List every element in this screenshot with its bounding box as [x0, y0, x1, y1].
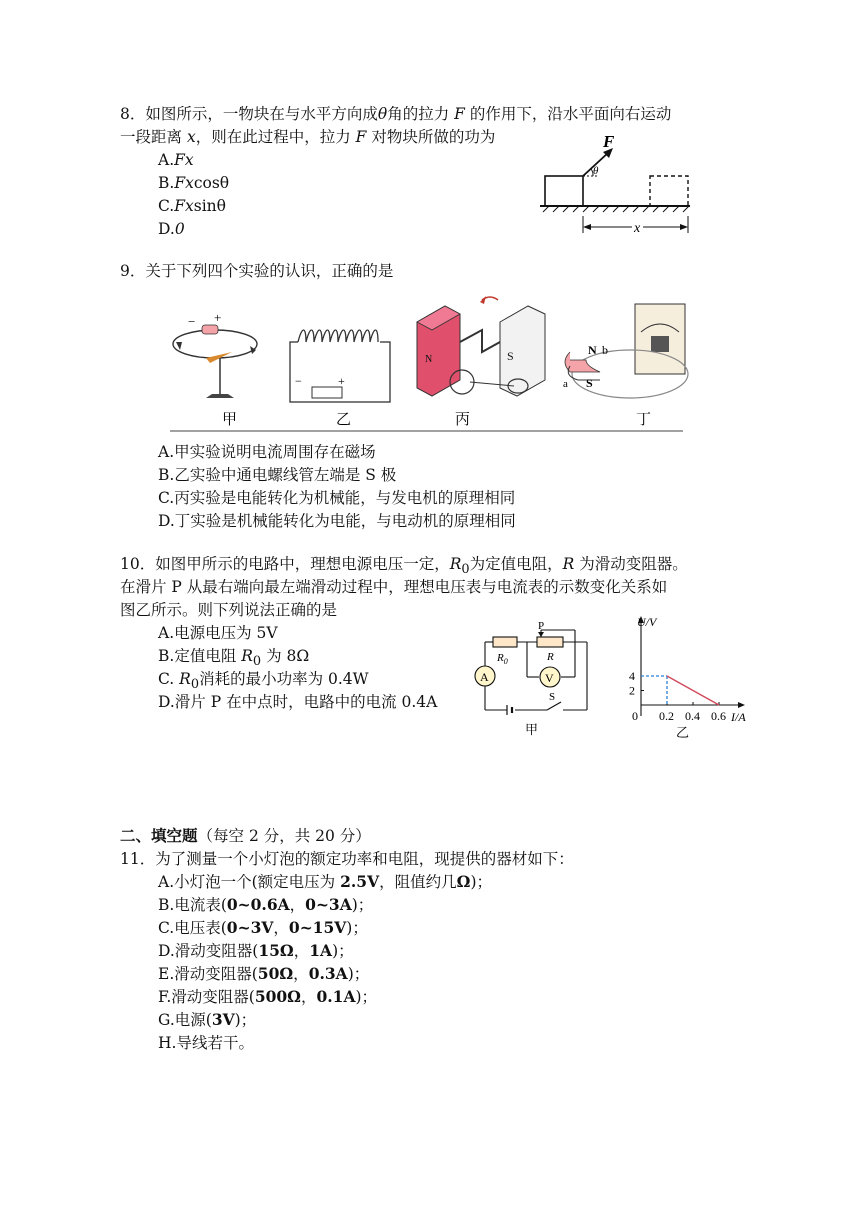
q11-item-text: F.滑动变阻器( [158, 988, 255, 1006]
q11-item-value: 0~3A [305, 895, 352, 914]
r-label: R [547, 651, 554, 663]
q11-item-value: 0~15V [288, 918, 347, 937]
block-final-position [650, 176, 688, 206]
x-tick-label: 0.6 [711, 709, 726, 723]
q9-stem: 9．关于下列四个实验的认识，正确的是 [120, 262, 394, 280]
q11-item-value: 50Ω [257, 964, 294, 983]
q11-item-text: B.电流表( [158, 896, 227, 914]
q11-item-text: ， [273, 919, 289, 937]
experiment-bing [417, 296, 545, 396]
minus-sign: − [188, 314, 196, 329]
q10-graph [615, 612, 760, 740]
q11-item [158, 871, 492, 893]
circuit-caption: 甲 [525, 722, 539, 737]
q11-item-value: 0~0.6A [226, 895, 290, 914]
caption-jia: 甲 [222, 412, 238, 428]
q11-item-text: )； [351, 896, 374, 914]
force-label: F [603, 132, 615, 151]
q11-item-text: ， [289, 896, 306, 914]
magnet-n: N [425, 354, 433, 365]
q11-item-text: )； [332, 942, 354, 960]
q11-item [158, 986, 377, 1008]
graph-xlabel: I/A [731, 710, 746, 724]
y-tick-label: 4 [629, 669, 635, 683]
q9-figure [170, 292, 690, 434]
q11-item-value: Ω [456, 872, 471, 891]
ding-s: S [586, 376, 593, 390]
slider-arrow [538, 632, 544, 637]
q11-item-text: ， [300, 988, 317, 1006]
caption-bing: 丙 [455, 412, 471, 428]
q11-item-value: 1A [309, 941, 333, 960]
r0-label: $R_0$ [497, 652, 508, 666]
q11-item-value: 0.3A [308, 964, 348, 983]
q11-item-value: 0.1A [316, 987, 356, 1006]
q11-item [158, 1032, 254, 1054]
q11-item-text: )； [347, 965, 370, 983]
q11-item-value: 2.5V [340, 872, 380, 891]
voltmeter-label: V [545, 671, 554, 685]
battery [312, 387, 342, 398]
q9-option-a: A.甲实验说明电流周围存在磁场 [158, 443, 376, 461]
q10-option-a: A.电源电压为 5V [158, 624, 278, 642]
q11-item-text: G.电源( [158, 1011, 212, 1029]
q8-stem-line2: 一段距离 x，则在此过程中，拉力 F 对物块所做的功为 [120, 128, 496, 146]
x-tick-label: 0.2 [659, 709, 674, 723]
q9-option-d: D.丁实验是机械能转化为电能，与电动机的原理相同 [158, 512, 516, 530]
q11-item-text: ， [293, 965, 309, 983]
experiment-yi [290, 330, 390, 402]
x-axis-arrow [738, 702, 745, 708]
section-2-heading: 二、填空题（每空 2 分，共 20 分） [120, 827, 371, 845]
q11-item-value: 3V [211, 1010, 235, 1029]
experiment-jia [173, 310, 257, 398]
q11-item-text: ， [293, 942, 310, 960]
distance-label: x [634, 221, 641, 236]
q11-item-text: )； [355, 988, 378, 1006]
q10-stem-line3: 图乙所示。则下列说法正确的是 [120, 601, 338, 619]
experiment-ding [563, 304, 688, 398]
q11-item [158, 940, 354, 962]
q11-item-text: D.滑动变阻器( [158, 942, 259, 960]
q8-option-b: B.Fxcosθ [158, 174, 230, 192]
q11-item-text: C.电压表( [158, 919, 227, 937]
dim-arrow-right [680, 224, 688, 230]
angle-label: θ [593, 165, 599, 177]
q8-option-d: D.0 [158, 220, 185, 238]
q10-circuit [465, 622, 595, 740]
yi-plus: + [338, 374, 345, 388]
q10-option-d: D.滑片 P 在中点时，电路中的电流 0.4A [158, 693, 438, 711]
caption-yi: 乙 [336, 412, 352, 428]
graph-caption: 乙 [676, 725, 690, 740]
block [545, 176, 583, 206]
ding-b: b [602, 343, 608, 357]
y-tick-label: 2 [629, 683, 635, 698]
slider-label: P [538, 622, 545, 632]
q11-item [158, 1009, 256, 1031]
q11-item-text: ，阻值约几 [379, 873, 457, 891]
switch-label: S [549, 691, 556, 703]
q10-stem-line2: 在滑片 P 从最右端向最左端滑动过程中，理想电压表与电流表的示数变化关系如 [120, 578, 668, 596]
yi-minus: − [295, 374, 302, 388]
q11-item-value: 15Ω [258, 941, 294, 960]
x-tick-label: 0 [632, 709, 638, 723]
q8-figure [535, 128, 695, 240]
magnet-s: S [507, 349, 514, 363]
q11-item-text: )； [470, 873, 492, 891]
q8-option-a: A.Fx [158, 151, 194, 169]
q11-item-value: 0~3V [226, 918, 274, 937]
q11-item [158, 917, 368, 939]
q10-option-c: C. $R_0$消耗的最小功率为 0.4W [158, 670, 369, 693]
q11-item-text: E.滑动变阻器( [158, 965, 258, 983]
plus-sign: + [214, 310, 222, 325]
q8-option-c: C.Fxsinθ [158, 197, 226, 215]
q11-item-text: )； [234, 1011, 257, 1029]
q11-item-text: )； [346, 919, 368, 937]
q11-item-text: A.小灯泡一个(额定电压为 [158, 873, 341, 891]
ammeter-label: A [480, 670, 489, 684]
x-tick-label: 0.4 [685, 709, 700, 723]
q11-item-text: H.导线若干。 [158, 1034, 254, 1052]
q8-stem-line1: 8．如图所示，一物块在与水平方向成θ角的拉力 F 的作用下，沿水平面向右运动 [120, 105, 672, 123]
q11-item [158, 894, 373, 916]
series-line [667, 676, 719, 705]
q11-stem: 11．为了测量一个小灯泡的额定功率和电阻，现提供的器材如下： [120, 850, 574, 868]
graph-ylabel: U/V [637, 615, 657, 629]
q10-option-b: B.定值电阻 $R_0$ 为 8Ω [158, 647, 310, 670]
q9-option-c: C.丙实验是电能转化为机械能，与发电机的原理相同 [158, 489, 516, 507]
q9-option-b: B.乙实验中通电螺线管左端是 S 极 [158, 466, 397, 484]
caption-ding: 丁 [636, 412, 652, 428]
dim-arrow-left [583, 224, 591, 230]
q11-item-value: 500Ω [254, 987, 301, 1006]
ding-n: N [588, 343, 597, 357]
q10-stem-line1: 10．如图甲所示的电路中，理想电源电压一定，$R_0$为定值电阻，R 为滑动变阻器。 [120, 555, 688, 578]
ding-a: a [563, 378, 568, 390]
q11-item [158, 963, 369, 985]
